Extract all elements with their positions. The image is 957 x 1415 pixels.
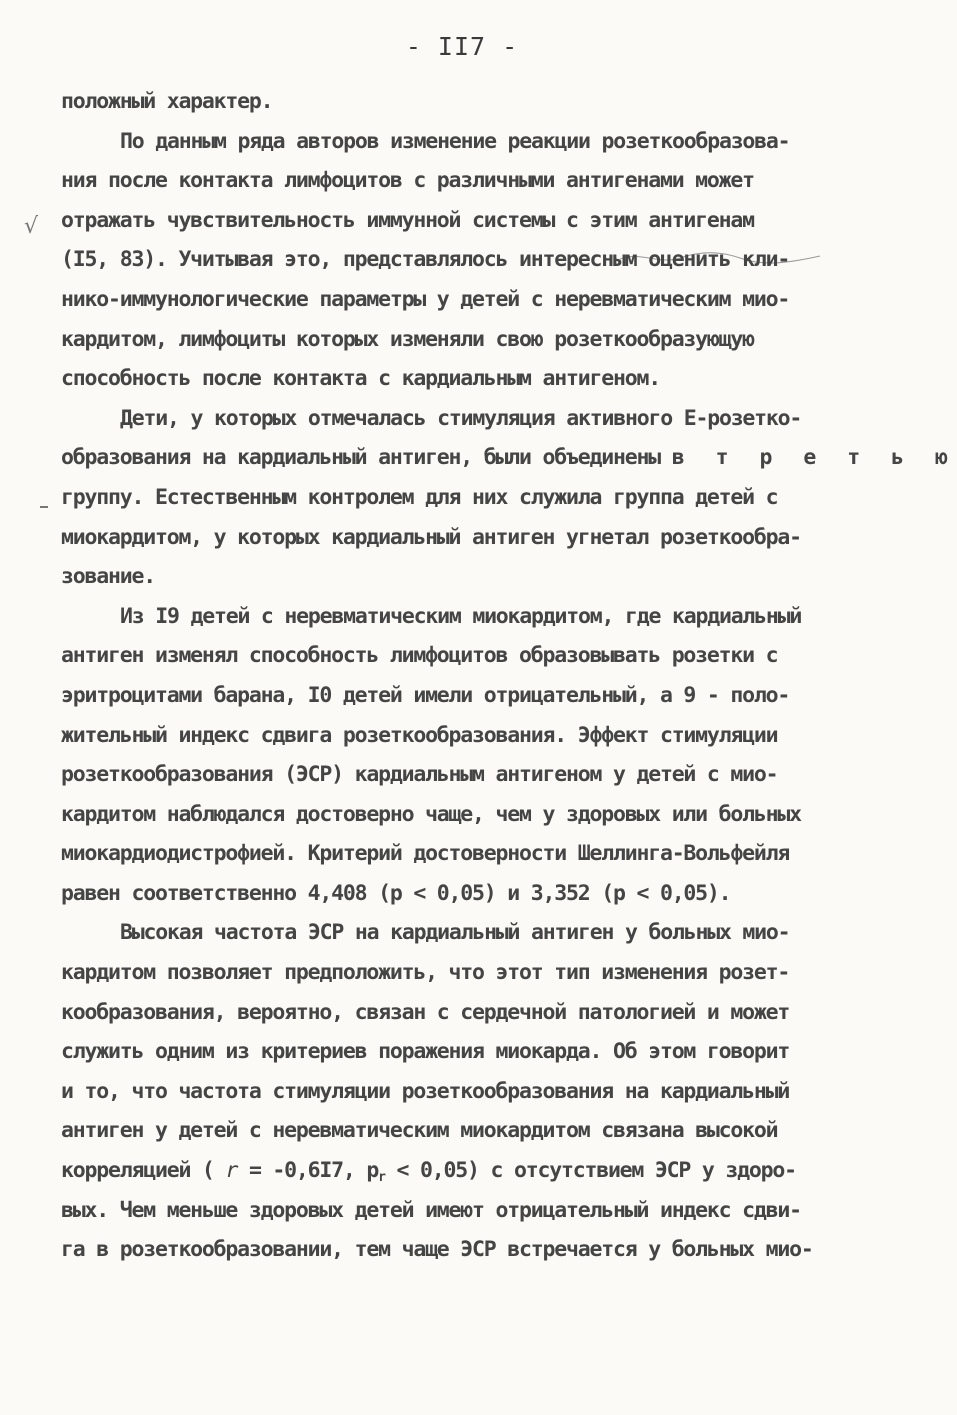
text-line: По данным ряда авторов изменение реакции розеткообразова- [120,128,790,154]
text-line: ния после контакта лимфоцитов с различными антигенами может [61,168,754,194]
text-line: Дети, у которых отмечалась стимуляция активного Е-розетко- [120,405,802,431]
text-line: га в розеткообразовании, тем чаще ЭСР встречается у больных мио- [61,1237,813,1263]
correlation-symbol: r [225,1158,238,1184]
text-line: миокардиодистрофией. Критерий достоверности Шеллинга-Вольфейля [61,841,790,867]
text-line: положный характер. [61,89,273,114]
text-line: антиген у детей с неревматическим миокардитом связана высокой [61,1118,778,1144]
text-line: миокардитом, у которых кардиальный антиген угнетал розеткообра- [61,524,801,550]
text-line: (I5, 83). Учитывая это, представлялось интересным оценить кли- [61,247,790,273]
page-number: - II7 - [405,32,519,61]
text-line: кардитом, лимфоциты которых изменяли свою розеткообразующую [61,326,754,352]
margin-check-mark: √ [24,214,39,239]
text-line: кардитом позволяет предположить, что этот тип изменения розет- [61,960,790,986]
p-value: < 0,05) [396,1158,479,1184]
text-line: служить одним из критериев поражения миокарда. Об этом говорит [61,1039,790,1065]
text-line: эритроцитами барана, I0 детей имели отрицательный, а 9 - поло- [61,682,790,708]
text-line: кардитом наблюдался достоверно чаще, чем у здоровых или больных [61,801,801,827]
text-line [61,438,957,478]
text-line: зование. [61,564,155,590]
text-line: группу. Естественным контролем для них служила группа детей с [61,484,778,510]
text-line: розеткообразования (ЭСР) кардиальным антигеном у детей с мио- [61,762,778,788]
text-line: жительный индекс сдвига розеткообразования. Эффект стимуляции [61,722,778,748]
text-line: антиген изменял способность лимфоцитов образовывать розетки с [61,643,778,669]
text-line: способность после контакта с кардиальным антигеном. [61,366,660,392]
p-symbol: p [366,1158,379,1184]
body-text [61,82,957,1270]
text-line [61,1151,891,1191]
text-line: и то, что частота стимуляции розеткообразования на кардиальный [61,1078,790,1104]
text-line: нико-иммунологические параметры у детей с неревматическим мио- [61,286,790,312]
spaced-word: в т р е т ь ю [671,445,957,471]
text-line: Из I9 детей с неревматическим миокардитом, где кардиальный [120,603,802,629]
text-segment: корреляцией ( [61,1158,214,1184]
text-line: кообразования, вероятно, связан с сердечной патологией и может [61,999,790,1025]
text-line: равен соответственно 4,408 (p < 0,05) и 3,352 (p < 0,05). [61,880,731,906]
p-subscript: r [378,1170,385,1186]
text-line: отражать чувствительность иммунной системы с этим антигенам [61,207,754,233]
text-segment: образования на кардиальный антиген, были объединены [61,445,660,471]
text-segment: с отсутствием ЭСР у здоро- [490,1158,796,1184]
margin-tick-mark [40,506,48,508]
correlation-value: = -0,6I7, [248,1158,355,1184]
text-line: Высокая частота ЭСР на кардиальный антиген у больных мио- [120,920,790,946]
text-line: вых. Чем меньше здоровых детей имеют отрицательный индекс сдви- [61,1197,801,1223]
